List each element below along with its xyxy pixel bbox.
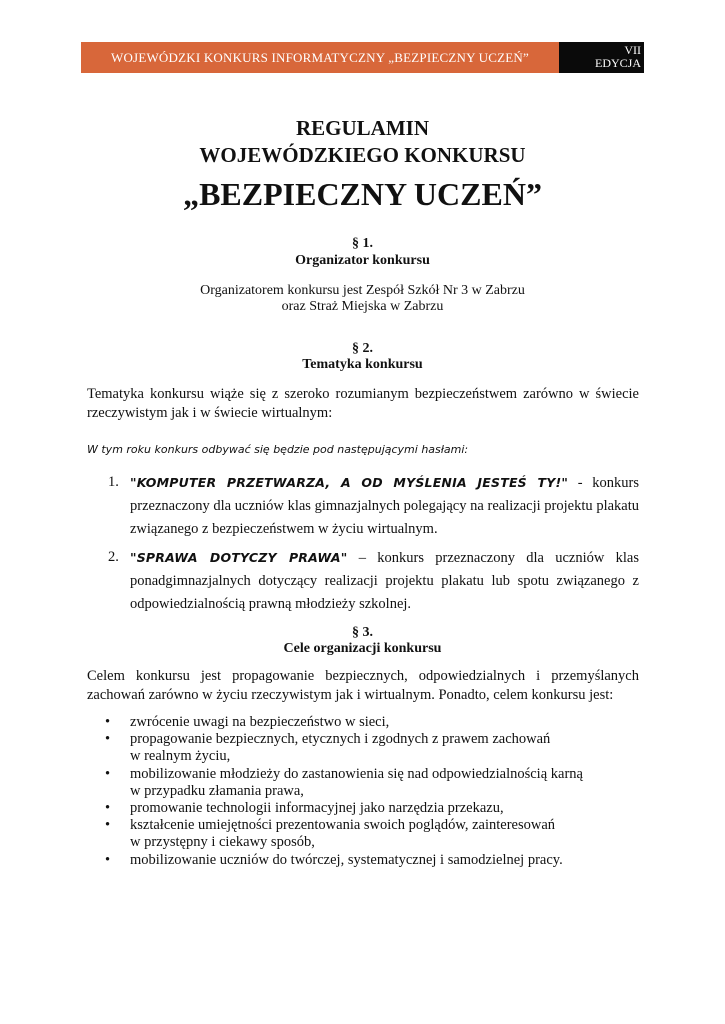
list-item — [87, 471, 639, 541]
document-title-line1: REGULAMIN — [295, 116, 429, 140]
section1-organizer-line1: Organizatorem konkursu jest Zespół Szkół Nr 3 w Zabrzu — [200, 283, 525, 298]
list-item-number: 2. — [108, 549, 119, 565]
header-banner — [81, 42, 559, 73]
edition-badge — [559, 42, 644, 73]
list-item-text: kształcenie umiejętności prezentowania swoich poglądów, zainteresowań — [130, 817, 556, 834]
list-item — [87, 731, 639, 765]
list-item-text: propagowanie bezpiecznych, etycznych i zgodnych z prawem zachowań — [130, 731, 551, 748]
list-item-text-continued: w realnym życiu, — [130, 748, 231, 765]
edition-label: EDYCJA — [594, 56, 641, 70]
list-item-slogan: "SPRAWA DOTYCZY PRAWA" — [130, 550, 348, 565]
list-item-slogan: "KOMPUTER PRZETWARZA, A OD MYŚLENIA JESTEŚ TY!" — [130, 475, 569, 490]
header-banner-text: WOJEWÓDZKI KONKURS INFORMATYCZNY „BEZPIECZNY UCZEŃ” — [111, 49, 529, 65]
list-item — [87, 817, 639, 851]
list-item-text-continued: w przypadku złamania prawa, — [130, 782, 304, 799]
section3-heading: Cele organizacji konkursu — [283, 641, 442, 656]
list-item — [87, 766, 639, 800]
section1-heading: Organizator konkursu — [295, 253, 430, 268]
section3-number: § 3. — [352, 625, 373, 640]
bullet-icon: • — [105, 800, 111, 817]
list-item — [87, 852, 639, 869]
list-item-text: - konkurs przeznaczony dla uczniów klas gimnazjalnych polegający na realizacji projektu plakatu związanego z bezpieczeństwem w życiu wirtualnym. — [130, 475, 639, 537]
section2-heading: Tematyka konkursu — [302, 357, 423, 372]
section2-note: W tym roku konkurs odbywać się będzie pod następującymi hasłami: — [87, 443, 469, 456]
list-item-text: mobilizowanie młodzieży do zastanowienia się nad odpowiedzialnością karną — [130, 765, 583, 782]
list-item — [87, 800, 639, 817]
document-title-contest-name: „BEZPIECZNY UCZEŃ” — [183, 176, 542, 212]
list-item-text: promowanie technologii informacyjnej jako narzędzia przekazu, — [130, 800, 504, 817]
bullet-icon: • — [105, 817, 111, 834]
list-item-text: – konkurs przeznaczony dla uczniów klas ponadgimnazjalnych dotyczący realizacji projektu plakatu lub spotu związanego z odpowiedzialnością prawną młodzieży szkolnej. — [130, 550, 639, 612]
section2-intro: Tematyka konkursu wiąże się z szeroko rozumianym bezpieczeństwem zarówno w świecie rzeczywistym jak i w świecie wirtualnym: — [87, 386, 639, 421]
bullet-icon: • — [105, 765, 111, 782]
list-item-number: 1. — [108, 474, 119, 490]
bullet-icon: • — [105, 731, 111, 748]
list-item-text: mobilizowanie uczniów do twórczej, systematycznej i samodzielnej pracy. — [130, 851, 563, 868]
list-item-text: zwrócenie uwagi na bezpieczeństwo w sieci, — [130, 714, 390, 730]
goals-list — [87, 714, 639, 869]
list-item — [87, 714, 639, 731]
section2-number: § 2. — [352, 341, 373, 356]
section3-intro: Celem konkursu jest propagowanie bezpiecznych, odpowiedzialnych i przemyślanych zachowań zarówno w życiu rzeczywistym jak i wirtualnym. Ponadto, celem konkursu jest: — [87, 668, 639, 703]
section1-organizer-line2: oraz Straż Miejska w Zabrzu — [281, 299, 444, 314]
section1-number: § 1. — [352, 236, 373, 251]
bullet-icon: • — [105, 851, 111, 868]
bullet-icon: • — [105, 714, 111, 730]
document-title-line2: WOJEWÓDZKIEGO KONKURSU — [199, 143, 526, 167]
list-item — [87, 546, 639, 616]
list-item-text-continued: w przystępny i ciekawy sposób, — [130, 834, 315, 851]
edition-number: VII — [624, 43, 641, 57]
